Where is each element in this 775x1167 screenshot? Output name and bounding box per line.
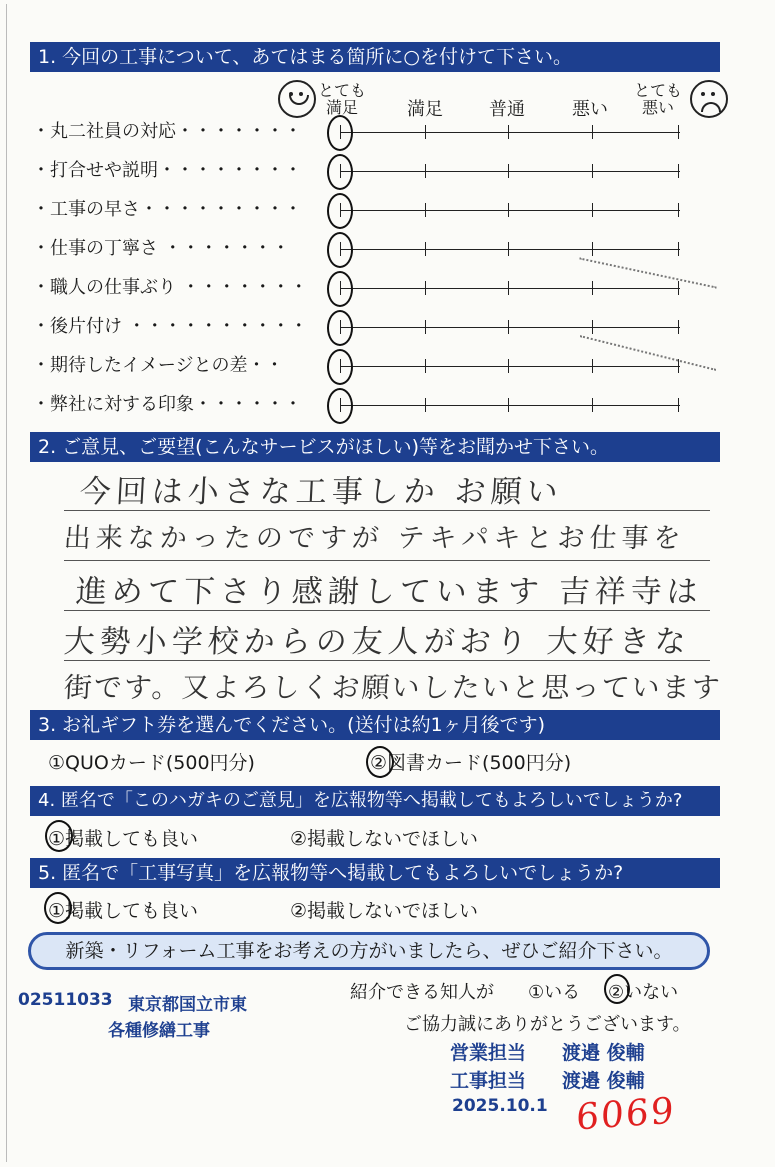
work-type: 各種修繕工事	[108, 1021, 210, 1041]
rating-option-1[interactable]	[425, 398, 426, 412]
q5-option-allow[interactable]: ①掲載しても良い	[48, 900, 199, 922]
q5-title-bar: 5. 匿名で「工事写真」を広報物等へ掲載してもよろしいでしょうか?	[30, 858, 720, 888]
sales-label: 営業担当	[450, 1042, 527, 1064]
rating-row-label: ・期待したイメージとの差・・	[32, 355, 284, 376]
q3-option-quo[interactable]: ①QUOカード(500円分)	[48, 752, 255, 774]
q4-option-allow[interactable]: ①掲載しても良い	[48, 828, 199, 850]
frowning-face-icon	[690, 80, 728, 118]
rating-option-3[interactable]	[592, 242, 593, 256]
rating-option-1[interactable]	[425, 203, 426, 217]
construction-label: 工事担当	[450, 1070, 527, 1092]
smiley-face-icon	[278, 80, 316, 118]
scale-heading-line: とても	[633, 81, 682, 100]
construction-name: 渡邉 俊輔	[562, 1070, 645, 1092]
rating-option-2[interactable]	[508, 320, 509, 334]
handwritten-comment-line: 出来なかったのですが テキパキとお仕事を	[63, 523, 687, 554]
rating-row-label: ・弊社に対する印象・・・・・・	[32, 394, 302, 415]
scale-heading-line: 悪い	[641, 98, 674, 117]
comment-rule-line	[64, 560, 710, 561]
rating-selected-circle	[327, 115, 353, 151]
scale-neutral: 普通	[489, 99, 525, 120]
rating-option-3[interactable]	[592, 281, 593, 295]
rating-scale-line	[340, 249, 680, 250]
rating-option-1[interactable]	[425, 242, 426, 256]
referral-banner: 新築・リフォーム工事をお考えの方がいましたら、ぜひご紹介下さい。	[28, 932, 710, 970]
rating-option-2[interactable]	[508, 125, 509, 139]
rating-option-2[interactable]	[508, 242, 509, 256]
rating-scale-line	[340, 366, 680, 367]
rating-option-3[interactable]	[592, 203, 593, 217]
rating-option-1[interactable]	[425, 164, 426, 178]
customer-id: 02511033	[18, 990, 113, 1010]
rating-option-2[interactable]	[508, 203, 509, 217]
rating-option-4[interactable]	[678, 203, 679, 217]
survey-date: 2025.10.1	[452, 1096, 548, 1116]
q3-option-tosho[interactable]: ②図書カード(500円分)	[370, 752, 572, 774]
rating-scale-line	[340, 171, 680, 172]
rating-option-4[interactable]	[678, 164, 679, 178]
scale-very-satisfied	[314, 82, 370, 116]
comment-rule-line	[64, 660, 710, 661]
rating-row-label: ・工事の早さ・・・・・・・・・	[32, 199, 302, 220]
rating-selected-circle	[327, 349, 353, 385]
rating-scale-line	[340, 288, 680, 289]
q5-option-deny[interactable]: ②掲載しないでほしい	[290, 900, 479, 922]
rating-scale-line	[340, 327, 680, 328]
rating-scale-line	[340, 210, 680, 211]
rating-selected-circle	[327, 232, 353, 268]
rating-selected-circle	[327, 310, 353, 346]
q2-title-bar: 2. ご意見、ご要望(こんなサービスがほしい)等をお聞かせ下さい。	[30, 432, 720, 462]
scale-very-bad	[630, 82, 686, 116]
scale-heading-line: 満足	[325, 98, 358, 117]
comment-rule-line	[64, 610, 710, 611]
rating-option-3[interactable]	[592, 398, 593, 412]
rating-scale-line	[340, 132, 680, 133]
scale-heading-line: とても	[317, 81, 366, 100]
rating-option-2[interactable]	[508, 281, 509, 295]
rating-option-4[interactable]	[678, 281, 679, 295]
q3-title-bar: 3. お礼ギフト券を選んでください。(送付は約1ヶ月後です)	[30, 710, 720, 740]
scale-very-satisfied-text	[314, 82, 370, 116]
rating-option-1[interactable]	[425, 281, 426, 295]
rating-option-4[interactable]	[678, 320, 679, 334]
q4-option-deny[interactable]: ②掲載しないでほしい	[290, 828, 479, 850]
q5-selected-circle	[44, 892, 72, 924]
handwritten-comment-line: 今回は小さな工事しか お願い	[78, 474, 564, 510]
rating-option-4[interactable]	[678, 125, 679, 139]
rating-option-1[interactable]	[425, 359, 426, 373]
rating-row-label: ・職人の仕事ぶり ・・・・・・・	[32, 277, 308, 298]
q1-title-bar: 1. 今回の工事について、あてはまる箇所に○を付けて下さい。	[30, 42, 720, 72]
thanks-text: ご協力誠にありがとうございます。	[404, 1014, 691, 1035]
scale-bad: 悪い	[572, 99, 608, 120]
rating-row-label: ・打合せや説明・・・・・・・・	[32, 160, 302, 181]
rating-selected-circle	[327, 154, 353, 190]
rating-option-3[interactable]	[592, 359, 593, 373]
referral-option-yes[interactable]: ①いる	[528, 982, 581, 1003]
rating-option-3[interactable]	[592, 125, 593, 139]
customer-area: 東京都国立市東	[128, 995, 247, 1015]
referral-option-no[interactable]: ②いない	[608, 982, 679, 1003]
rating-selected-circle	[327, 271, 353, 307]
scale-very-bad-text	[630, 82, 686, 116]
scale-satisfied: 満足	[407, 99, 443, 120]
rating-option-1[interactable]	[425, 320, 426, 334]
rating-option-4[interactable]	[678, 398, 679, 412]
referral-selected-circle	[604, 974, 630, 1004]
comment-rule-line	[64, 510, 710, 511]
q4-title-bar: 4. 匿名で「このハガキのご意見」を広報物等へ掲載してもよろしいでしょうか?	[30, 786, 720, 816]
q4-selected-circle	[45, 820, 73, 852]
rating-option-2[interactable]	[508, 164, 509, 178]
handwritten-comment-line: 街です。又よろしくお願いしたいと思っています	[63, 671, 723, 704]
rating-row-label: ・後片付け ・・・・・・・・・・	[32, 316, 308, 337]
rating-selected-circle	[327, 388, 353, 424]
referral-question: 紹介できる知人が	[350, 982, 494, 1003]
rating-option-1[interactable]	[425, 125, 426, 139]
handwritten-comment-line: 大勢小学校からの友人がおり 大好きな	[62, 624, 692, 660]
handwritten-comment-line: 進めて下さり感謝しています 吉祥寺は	[74, 574, 704, 610]
handwritten-number: 6069	[575, 1090, 677, 1139]
rating-option-3[interactable]	[592, 164, 593, 178]
sales-name: 渡邉 俊輔	[562, 1042, 645, 1064]
rating-selected-circle	[327, 193, 353, 229]
rating-row-label: ・仕事の丁寧さ ・・・・・・・	[32, 238, 290, 259]
rating-option-2[interactable]	[508, 359, 509, 373]
rating-option-2[interactable]	[508, 398, 509, 412]
rating-row-label: ・丸二社員の対応・・・・・・・	[32, 121, 302, 142]
q3-selected-circle	[366, 746, 394, 778]
rating-option-3[interactable]	[592, 320, 593, 334]
rating-option-4[interactable]	[678, 242, 679, 256]
rating-scale-line	[340, 405, 680, 406]
